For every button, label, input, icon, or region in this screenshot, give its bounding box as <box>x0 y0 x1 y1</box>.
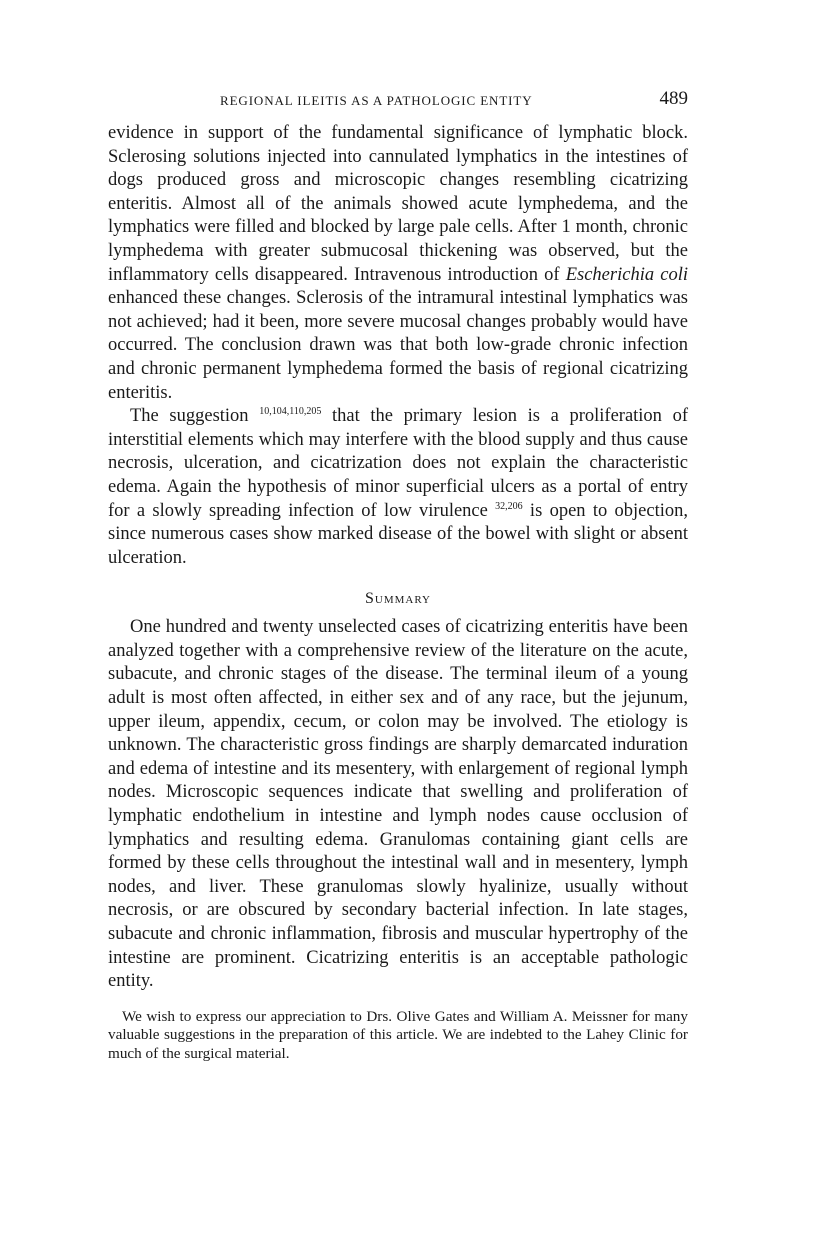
paragraph-text: is open to objection, since numerous cases show marked disease of the bowel with slight or absent ulceration. <box>108 500 688 568</box>
paragraph-text: The suggestion <box>130 406 260 427</box>
page <box>108 88 688 1064</box>
reference-superscript: 32,206 <box>495 500 523 512</box>
paragraph-text: that the primary lesion is a proliferation of interstitial elements which may interfere with the blood supply and thus cause necrosis, ulceration, and cicatrization does not explain the characteristic edema. Again the hypothesis of minor superficial ulcers as a portal of entry for a slowly spreading infection of low virulence <box>108 406 688 521</box>
summary-heading: Summary <box>364 590 432 608</box>
summary-paragraph: One hundred and twenty unselected cases of cicatrizing enteritis have been analyzed together with a comprehensive review of the literature on the acute, subacute, and chronic stages of the disease. The terminal ileum of a young adult is most often affected, in either sex and of any race, but the jejunum, upper ileum, appendix, cecum, or colon may be involved. The etiology is unknown. The characteristic gross findings are sharply demarcated induration and edema of intestine and its mesentery, with enlargement of regional lymph nodes. Microscopic sequences indicate that swelling and proliferation of lymphatic endothelium in intestine and lymph nodes cause occlusion of lymphatics and resulting edema. Granulomas containing giant cells are formed by these cells throughout the intestinal wall and in mesentery, lymph nodes, and liver. These granulomas slowly hyalinize, usually without necrosis, or are obscured by secondary bacterial infection. In late stages, subacute and chronic inflammation, fibrosis and muscular hypertrophy of the intestine are prominent. Cicatrizing enteritis is an acceptable pathologic entity. <box>108 617 688 992</box>
running-title: REGIONAL ILEITIS AS A PATHOLOGIC ENTITY <box>220 93 533 108</box>
paragraph-text: evidence in support of the fundamental significance of lymphatic block. Sclerosing solutions injected into cannulated lymphatics in the intestines of dogs produced gross and microscopic changes resembling cicatrizing enteritis. Almost all of the animals showed acute lymphedema, and the lymphatics were filled and blocked by large pale cells. After 1 month, chronic lymphedema with greater submucosal thickening was observed, but the inflammatory cells disappeared. Intravenous introduction of <box>108 123 688 285</box>
acknowledgment <box>108 1008 688 1064</box>
paragraph-lymphatic-block <box>108 122 688 405</box>
reference-superscript: 10,104,110,205 <box>259 406 322 418</box>
paragraph-primary-lesion <box>108 405 688 570</box>
running-head <box>108 88 688 118</box>
page-number: 489 <box>659 88 688 109</box>
acknowledgment-text: We wish to express our appreciation to Drs. Olive Gates and William A. Meissner for many valuable suggestions in the preparation of this article. We are indebted to the Lahey Clinic for much of the surgical material. <box>108 1007 688 1062</box>
paragraph-text: enhanced these changes. Sclerosis of the intramural intestinal lymphatics was not achieved; had it been, more severe mucosal changes probably would have occurred. The conclusion drawn was that both low-grade chronic infection and chronic permanent lymphedema formed the basis of regional cicatrizing enteritis. <box>108 288 688 403</box>
body-text <box>108 122 688 994</box>
italic-species-name: Escherichia coli <box>565 264 688 285</box>
